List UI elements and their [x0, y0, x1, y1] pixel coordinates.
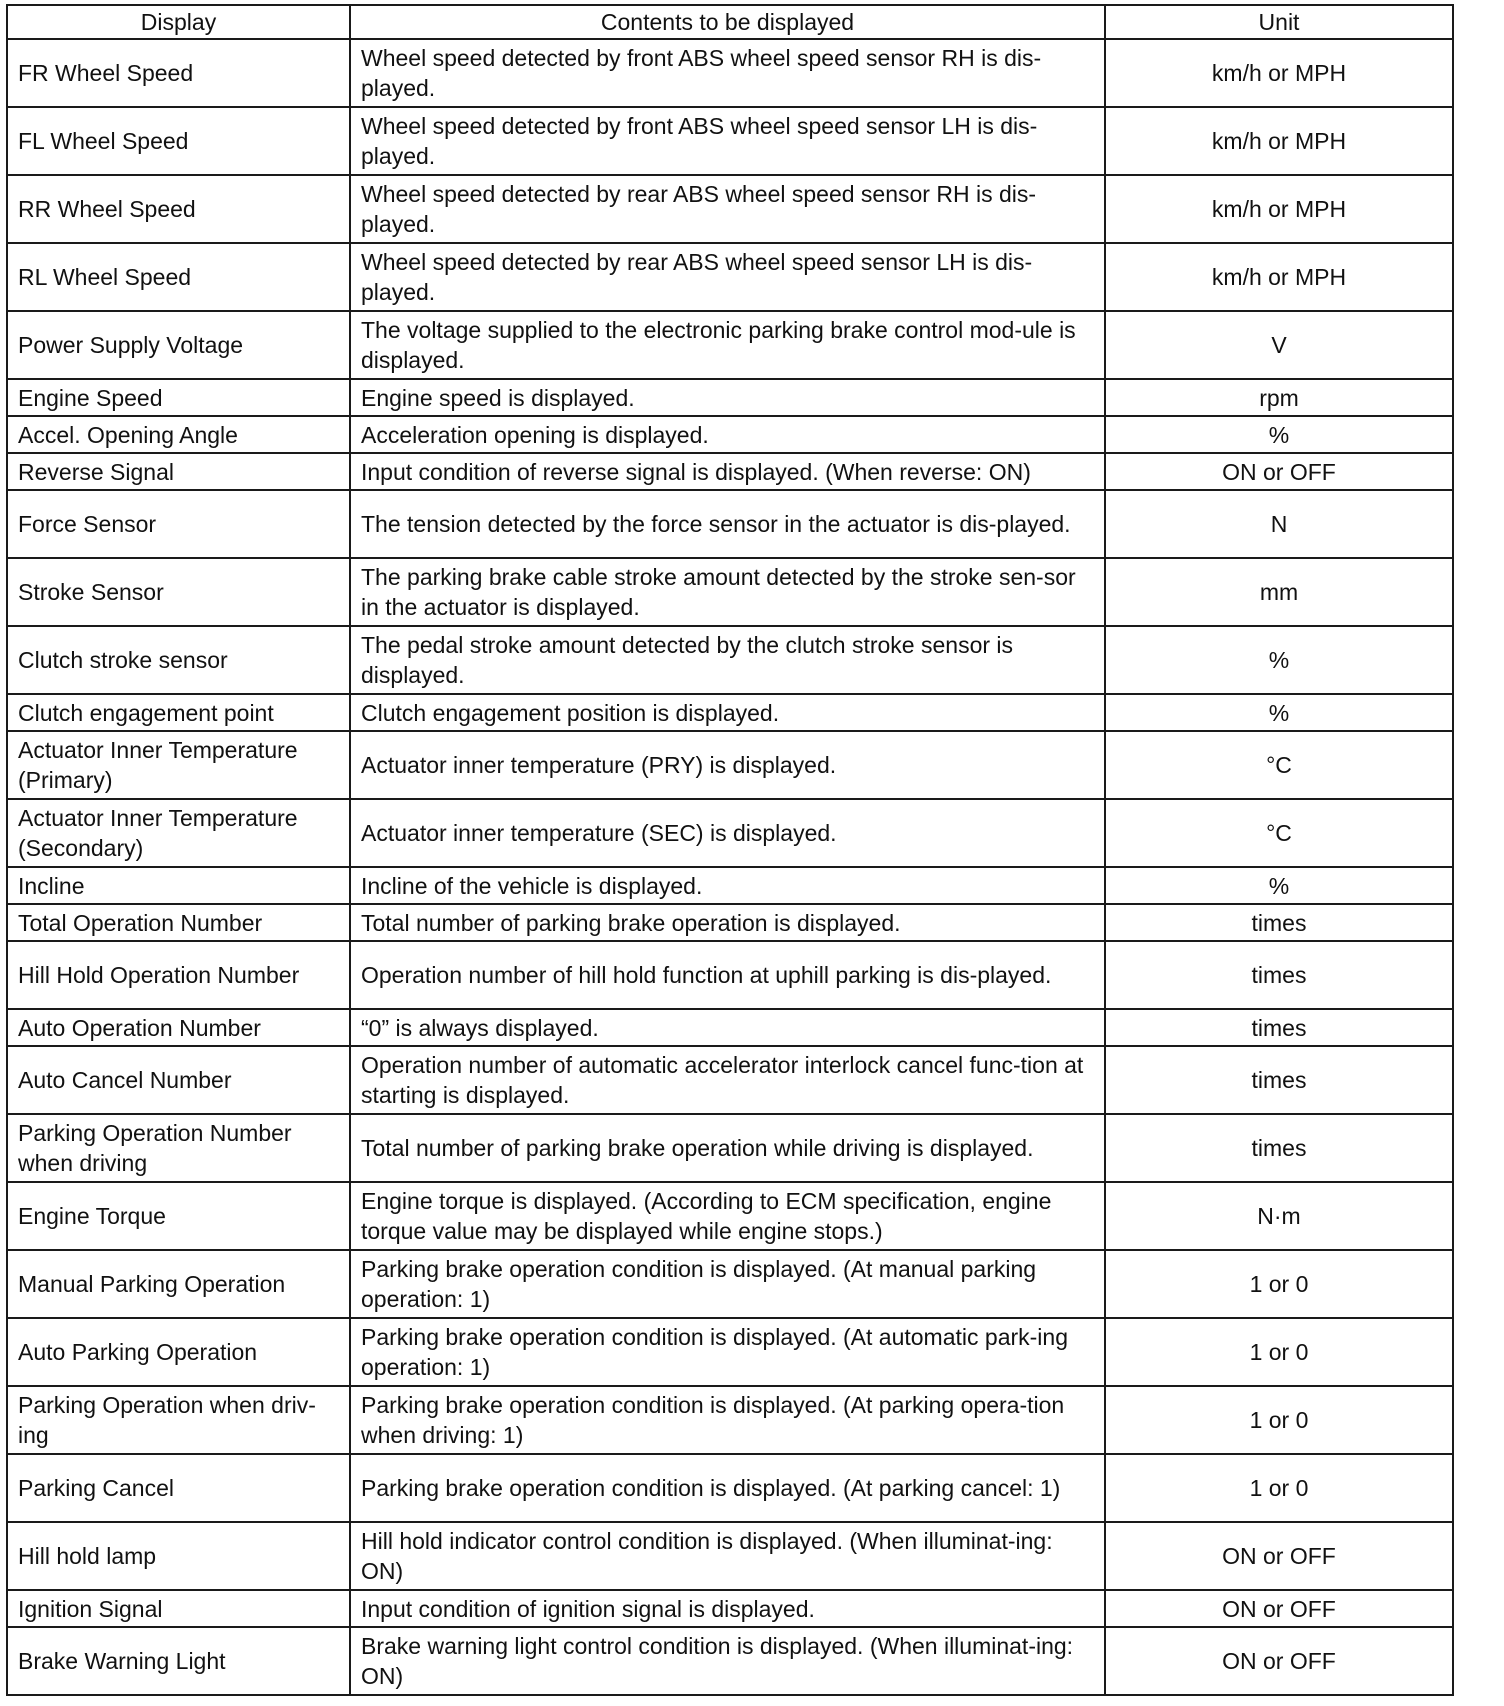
unit-cell: ON or OFF [1105, 1627, 1453, 1695]
table-row [7, 1318, 1453, 1386]
table-row [7, 453, 1453, 490]
unit-cell: times [1105, 904, 1453, 941]
table-row [7, 1114, 1453, 1182]
contents-cell: Engine torque is displayed. (According to ECM specification, engine torque value may be displayed while engine stops.) [350, 1182, 1105, 1250]
table-row [7, 904, 1453, 941]
display-cell: Auto Parking Operation [7, 1318, 350, 1386]
unit-cell: 1 or 0 [1105, 1386, 1453, 1454]
display-cell: Auto Operation Number [7, 1009, 350, 1046]
contents-cell: Brake warning light control condition is displayed. (When illuminat-ing: ON) [350, 1627, 1105, 1695]
unit-cell: ON or OFF [1105, 1522, 1453, 1590]
unit-cell: 1 or 0 [1105, 1250, 1453, 1318]
contents-cell: Engine speed is displayed. [350, 379, 1105, 416]
display-cell: Reverse Signal [7, 453, 350, 490]
unit-cell: km/h or MPH [1105, 175, 1453, 243]
data-monitor-table [6, 4, 1454, 1696]
unit-cell: 1 or 0 [1105, 1454, 1453, 1522]
display-cell: Parking Operation Number when driving [7, 1114, 350, 1182]
header-contents: Contents to be displayed [350, 5, 1105, 39]
unit-cell: % [1105, 867, 1453, 904]
table-row [7, 107, 1453, 175]
table-row [7, 1009, 1453, 1046]
table-row [7, 39, 1453, 107]
contents-cell: Wheel speed detected by front ABS wheel speed sensor LH is dis-played. [350, 107, 1105, 175]
display-cell: Brake Warning Light [7, 1627, 350, 1695]
unit-cell: km/h or MPH [1105, 39, 1453, 107]
contents-cell: Actuator inner temperature (PRY) is displayed. [350, 731, 1105, 799]
contents-cell: Operation number of automatic accelerator interlock cancel func-tion at starting is displayed. [350, 1046, 1105, 1114]
contents-cell: The parking brake cable stroke amount detected by the stroke sen-sor in the actuator is displayed. [350, 558, 1105, 626]
contents-cell: Total number of parking brake operation is displayed. [350, 904, 1105, 941]
display-cell: Clutch engagement point [7, 694, 350, 731]
contents-cell: Parking brake operation condition is displayed. (At parking opera-tion when driving: 1) [350, 1386, 1105, 1454]
table-row [7, 799, 1453, 867]
table-row [7, 1386, 1453, 1454]
contents-cell: Incline of the vehicle is displayed. [350, 867, 1105, 904]
table-row [7, 1522, 1453, 1590]
contents-cell: Clutch engagement position is displayed. [350, 694, 1105, 731]
display-cell: Actuator Inner Temperature (Primary) [7, 731, 350, 799]
unit-cell: times [1105, 1009, 1453, 1046]
contents-cell: The pedal stroke amount detected by the clutch stroke sensor is displayed. [350, 626, 1105, 694]
contents-cell: Input condition of reverse signal is displayed. (When reverse: ON) [350, 453, 1105, 490]
unit-cell: N·m [1105, 1182, 1453, 1250]
display-cell: Incline [7, 867, 350, 904]
contents-cell: Parking brake operation condition is displayed. (At parking cancel: 1) [350, 1454, 1105, 1522]
header-display: Display [7, 5, 350, 39]
display-cell: Parking Cancel [7, 1454, 350, 1522]
display-cell: Engine Torque [7, 1182, 350, 1250]
contents-cell: Operation number of hill hold function at uphill parking is dis-played. [350, 941, 1105, 1009]
display-cell: Auto Cancel Number [7, 1046, 350, 1114]
table-row [7, 175, 1453, 243]
contents-cell: Wheel speed detected by front ABS wheel speed sensor RH is dis-played. [350, 39, 1105, 107]
contents-cell: Wheel speed detected by rear ABS wheel speed sensor LH is dis-played. [350, 243, 1105, 311]
table-row [7, 694, 1453, 731]
display-cell: Force Sensor [7, 490, 350, 558]
table-row [7, 626, 1453, 694]
table-row [7, 1590, 1453, 1627]
unit-cell: % [1105, 626, 1453, 694]
table-row [7, 1454, 1453, 1522]
contents-cell: The voltage supplied to the electronic parking brake control mod-ule is displayed. [350, 311, 1105, 379]
table-row [7, 243, 1453, 311]
display-cell: Hill hold lamp [7, 1522, 350, 1590]
display-cell: Parking Operation when driv-ing [7, 1386, 350, 1454]
contents-cell: The tension detected by the force sensor in the actuator is dis-played. [350, 490, 1105, 558]
contents-cell: Input condition of ignition signal is displayed. [350, 1590, 1105, 1627]
table-row [7, 867, 1453, 904]
header-row [7, 5, 1453, 39]
contents-cell: Parking brake operation condition is displayed. (At manual parking operation: 1) [350, 1250, 1105, 1318]
unit-cell: km/h or MPH [1105, 107, 1453, 175]
contents-cell: Actuator inner temperature (SEC) is displayed. [350, 799, 1105, 867]
display-cell: Total Operation Number [7, 904, 350, 941]
unit-cell: ON or OFF [1105, 1590, 1453, 1627]
contents-cell: Acceleration opening is displayed. [350, 416, 1105, 453]
contents-cell: Parking brake operation condition is displayed. (At automatic park-ing operation: 1) [350, 1318, 1105, 1386]
display-cell: Stroke Sensor [7, 558, 350, 626]
display-cell: Clutch stroke sensor [7, 626, 350, 694]
table-row [7, 1046, 1453, 1114]
header-unit: Unit [1105, 5, 1453, 39]
display-cell: RR Wheel Speed [7, 175, 350, 243]
table-row [7, 1250, 1453, 1318]
display-cell: Hill Hold Operation Number [7, 941, 350, 1009]
table-row [7, 558, 1453, 626]
unit-cell: mm [1105, 558, 1453, 626]
unit-cell: rpm [1105, 379, 1453, 416]
unit-cell: °C [1105, 731, 1453, 799]
display-cell: RL Wheel Speed [7, 243, 350, 311]
unit-cell: 1 or 0 [1105, 1318, 1453, 1386]
unit-cell: times [1105, 941, 1453, 1009]
display-cell: Power Supply Voltage [7, 311, 350, 379]
table-row [7, 731, 1453, 799]
unit-cell: km/h or MPH [1105, 243, 1453, 311]
contents-cell: Hill hold indicator control condition is displayed. (When illuminat-ing: ON) [350, 1522, 1105, 1590]
table-row [7, 379, 1453, 416]
unit-cell: % [1105, 694, 1453, 731]
table-row [7, 490, 1453, 558]
unit-cell: times [1105, 1046, 1453, 1114]
display-cell: FR Wheel Speed [7, 39, 350, 107]
unit-cell: °C [1105, 799, 1453, 867]
table-row [7, 311, 1453, 379]
contents-cell: Wheel speed detected by rear ABS wheel speed sensor RH is dis-played. [350, 175, 1105, 243]
unit-cell: N [1105, 490, 1453, 558]
unit-cell: ON or OFF [1105, 453, 1453, 490]
display-cell: Actuator Inner Temperature (Secondary) [7, 799, 350, 867]
display-cell: Engine Speed [7, 379, 350, 416]
table-row [7, 1182, 1453, 1250]
display-cell: Accel. Opening Angle [7, 416, 350, 453]
table-row [7, 1627, 1453, 1695]
contents-cell: Total number of parking brake operation while driving is displayed. [350, 1114, 1105, 1182]
display-cell: Ignition Signal [7, 1590, 350, 1627]
contents-cell: “0” is always displayed. [350, 1009, 1105, 1046]
display-cell: FL Wheel Speed [7, 107, 350, 175]
unit-cell: times [1105, 1114, 1453, 1182]
table-row [7, 416, 1453, 453]
table-row [7, 941, 1453, 1009]
unit-cell: V [1105, 311, 1453, 379]
display-cell: Manual Parking Operation [7, 1250, 350, 1318]
unit-cell: % [1105, 416, 1453, 453]
